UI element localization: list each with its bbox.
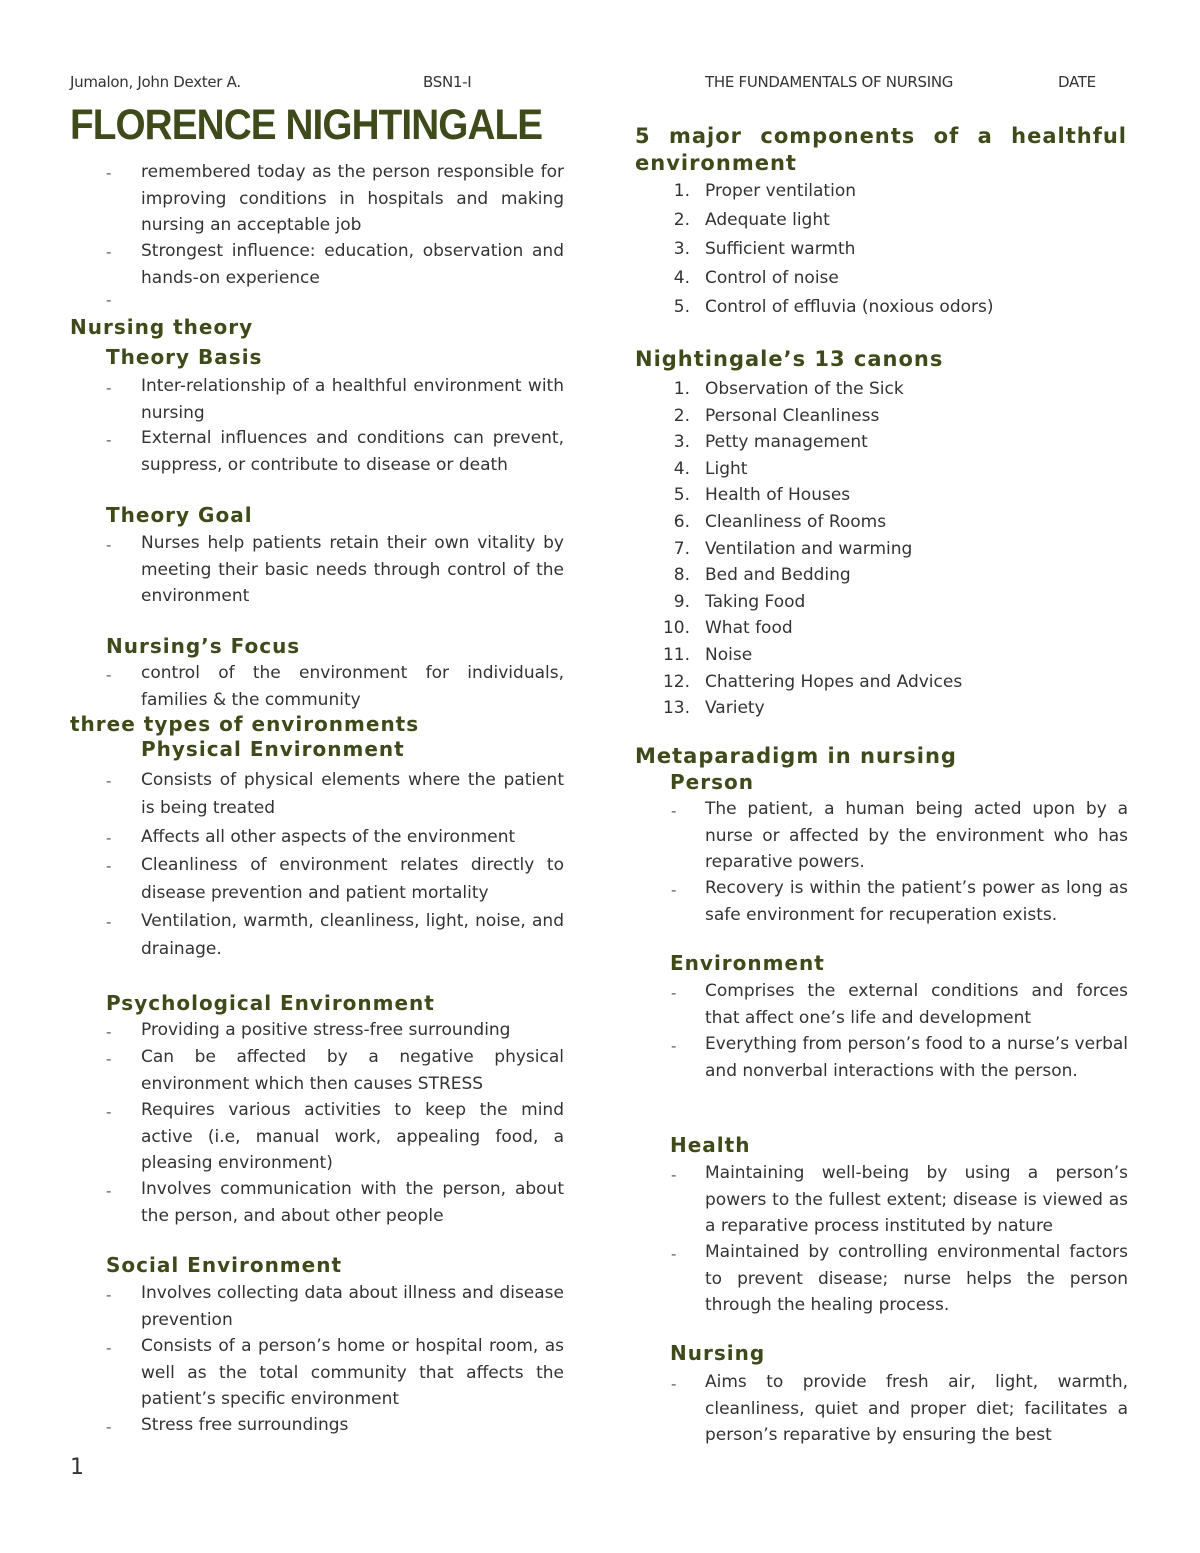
list-item: Recovery is within the patient’s power as long as safe environment for recuperation exists. xyxy=(705,878,1128,925)
bullet-dash: - xyxy=(106,1182,112,1200)
component-item-number: 4. xyxy=(673,268,690,288)
bullet-dash: - xyxy=(106,829,112,847)
list-item: The patient, a human being acted upon by a nurse or affected by the environment who has reparative powers. xyxy=(705,799,1128,872)
list-item: control of the environment for individuals, families & the community xyxy=(141,663,564,710)
list-item: Maintaining well-being by using a person’s powers to the fullest extent; disease is viewed as a reparative process instituted by nature xyxy=(705,1163,1128,1236)
component-item: Adequate light xyxy=(705,210,830,230)
bullet-dash: - xyxy=(106,857,112,875)
canon-item: What food xyxy=(705,618,793,639)
list-item: Affects all other aspects of the environment xyxy=(141,827,516,847)
subject-title: THE FUNDAMENTALS OF NURSING xyxy=(705,73,954,91)
bullet-dash: - xyxy=(106,291,112,309)
canon-item-number: 11. xyxy=(662,645,690,665)
bullet-dash: - xyxy=(671,1037,677,1055)
bullet-dash: - xyxy=(671,984,677,1002)
canon-item: Personal Cleanliness xyxy=(705,405,880,426)
list-item: Ventilation, warmth, cleanliness, light, noise, and drainage. xyxy=(141,911,564,959)
canon-item: Noise xyxy=(705,645,753,665)
section-heading-three-types: three types of environments xyxy=(70,712,420,736)
canon-item: Bed and Bedding xyxy=(705,565,851,586)
list-item: Comprises the external conditions and forces that affect one’s life and development xyxy=(705,981,1128,1028)
list-item: Consists of physical elements where the patient is being treated xyxy=(141,770,564,818)
subheading-nursing-focus: Nursing’s Focus xyxy=(106,634,301,658)
bullet-dash: - xyxy=(671,1245,677,1263)
page-number: 1 xyxy=(70,1455,84,1480)
bullet-dash: - xyxy=(106,1103,112,1121)
subheading-theory-basis: Theory Basis xyxy=(106,345,263,369)
list-item: External influences and conditions can prevent, suppress, or contribute to disease or death xyxy=(141,428,564,475)
canon-item-number: 13. xyxy=(662,698,690,719)
canon-item-number: 2. xyxy=(673,405,690,426)
list-item: Requires various activities to keep the mind active (i.e, manual work, appealing food, a pleasing environment) xyxy=(141,1100,564,1173)
bullet-dash: - xyxy=(671,802,677,820)
canon-item: Variety xyxy=(705,698,765,719)
canon-item-number: 1. xyxy=(673,379,690,399)
bullet-dash: - xyxy=(106,379,112,397)
bullet-dash: - xyxy=(671,881,677,899)
canon-item: Chattering Hopes and Advices xyxy=(705,671,963,692)
canon-item: Observation of the Sick xyxy=(705,379,904,399)
subheading-social-environment: Social Environment xyxy=(106,1253,343,1277)
bullet-dash: - xyxy=(106,1023,112,1041)
section-heading-components: 5 major components of a healthful environment xyxy=(635,124,1127,175)
bullet-dash: - xyxy=(671,1166,677,1184)
bullet-dash: - xyxy=(106,243,112,261)
list-item: Aims to provide fresh air, light, warmth, cleanliness, quiet and proper diet; facilitates a person’s reparative by ensuring the best xyxy=(705,1372,1128,1445)
class-section: BSN1-I xyxy=(423,73,472,91)
list-item: Everything from person’s food to a nurse’s verbal and nonverbal interactions with the person. xyxy=(705,1034,1128,1081)
bullet-dash: - xyxy=(106,164,112,182)
list-item: Stress free surroundings xyxy=(141,1415,349,1435)
bullet-dash: - xyxy=(106,666,112,684)
canon-item: Petty management xyxy=(705,432,868,453)
canon-item: Ventilation and warming xyxy=(705,538,913,559)
bullet-dash: - xyxy=(106,1286,112,1304)
canon-item-number: 10. xyxy=(662,618,690,639)
document-title: FLORENCE NIGHTINGALE xyxy=(70,101,543,149)
canon-item: Light xyxy=(705,458,748,479)
bullet-dash: - xyxy=(106,1339,112,1357)
intro-item: remembered today as the person responsible for improving conditions in hospitals and making nursing an acceptable job xyxy=(141,162,564,235)
bullet-dash: - xyxy=(106,1418,112,1436)
list-item: Consists of a person’s home or hospital room, as well as the total community that affects the patient’s specific environment xyxy=(141,1336,564,1409)
component-item-number: 2. xyxy=(673,210,690,230)
canon-item: Taking Food xyxy=(705,591,806,612)
canon-item: Cleanliness of Rooms xyxy=(705,512,887,532)
canon-item-number: 7. xyxy=(673,538,690,559)
component-item: Proper ventilation xyxy=(705,181,856,201)
list-item: Cleanliness of environment relates directly to disease prevention and patient mortality xyxy=(141,855,564,903)
subheading-physical-environment: Physical Environment xyxy=(141,737,405,761)
bullet-dash: - xyxy=(106,772,112,790)
subheading-person: Person xyxy=(670,770,754,794)
subheading-environment: Environment xyxy=(670,951,825,975)
bullet-dash: - xyxy=(106,536,112,554)
canon-item: Health of Houses xyxy=(705,485,851,506)
list-item: Inter-relationship of a healthful environment with nursing xyxy=(141,376,564,423)
canon-item-number: 12. xyxy=(662,671,690,692)
component-item-number: 5. xyxy=(673,297,690,317)
subheading-nursing: Nursing xyxy=(670,1341,766,1365)
component-item: Sufficient warmth xyxy=(705,239,856,259)
bullet-dash: - xyxy=(671,1375,677,1393)
component-item-number: 3. xyxy=(673,239,690,259)
subheading-theory-goal: Theory Goal xyxy=(106,503,253,527)
author-name: Jumalon, John Dexter A. xyxy=(70,73,241,91)
canon-item-number: 5. xyxy=(673,485,690,506)
date-label: DATE xyxy=(1058,73,1096,91)
list-item: Maintained by controlling environmental factors to prevent disease; nurse helps the person through the healing process. xyxy=(705,1242,1128,1315)
canon-item-number: 3. xyxy=(673,432,690,453)
section-heading-nursing-theory: Nursing theory xyxy=(70,315,254,339)
component-item-number: 1. xyxy=(673,181,690,201)
subheading-health: Health xyxy=(670,1133,751,1157)
subheading-psychological-environment: Psychological Environment xyxy=(106,991,435,1015)
bullet-dash: - xyxy=(106,1050,112,1068)
list-item: Involves communication with the person, about the person, and about other people xyxy=(141,1179,564,1226)
canon-item-number: 8. xyxy=(673,565,690,586)
list-item: Providing a positive stress-free surrounding xyxy=(141,1020,511,1040)
list-item: Involves collecting data about illness and disease prevention xyxy=(141,1283,564,1330)
list-item: Can be affected by a negative physical environment which then causes STRESS xyxy=(141,1047,564,1094)
canon-item-number: 9. xyxy=(673,591,690,612)
canon-item-number: 6. xyxy=(673,512,690,532)
section-heading-canons: Nightingale’s 13 canons xyxy=(635,347,944,371)
bullet-dash: - xyxy=(106,431,112,449)
component-item: Control of effluvia (noxious odors) xyxy=(705,297,994,317)
list-item: Nurses help patients retain their own vitality by meeting their basic needs through control of the environment xyxy=(141,533,564,606)
canon-item-number: 4. xyxy=(673,458,690,479)
bullet-dash: - xyxy=(106,913,112,931)
component-item: Control of noise xyxy=(705,268,839,288)
section-heading-metaparadigm: Metaparadigm in nursing xyxy=(635,744,957,768)
intro-item: Strongest influence: education, observation and hands-on experience xyxy=(141,241,564,288)
